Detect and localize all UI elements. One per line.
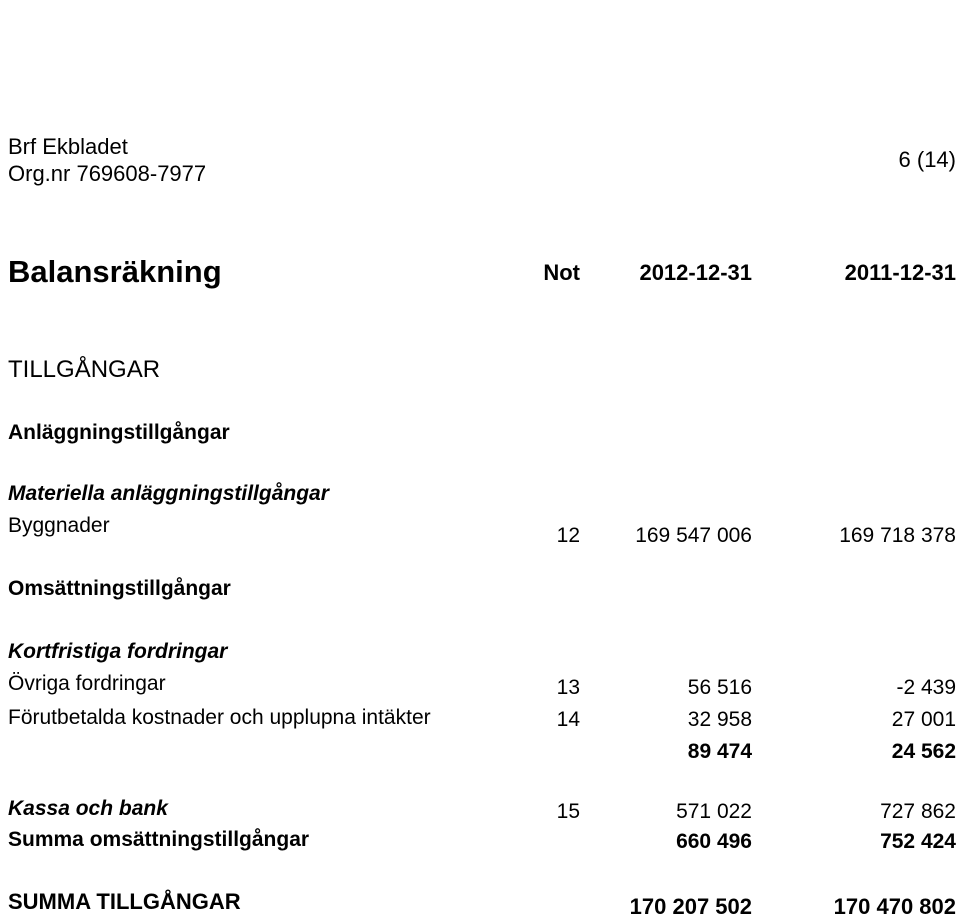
row-note: 13 (556, 676, 580, 699)
column-header-2011: 2011-12-31 (844, 260, 956, 285)
section-current-assets: Omsättningstillgångar (8, 577, 231, 600)
row-note: 14 (556, 708, 580, 731)
column-header-2012: 2012-12-31 (639, 260, 752, 285)
row-value-2011: 27 001 (891, 708, 956, 731)
row-label: Kassa och bank (8, 797, 168, 820)
page-number: 6 (14) (898, 147, 956, 172)
row-value-2011: 752 424 (880, 830, 956, 853)
subtotal-value-2012: 89 474 (687, 740, 752, 763)
subtotal-value-2011: 24 562 (891, 740, 956, 763)
row-label: SUMMA TILLGÅNGAR (8, 889, 241, 914)
row-value-2012: 571 022 (676, 800, 752, 823)
section-assets: TILLGÅNGAR (8, 356, 161, 383)
row-value-2012: 660 496 (676, 830, 752, 853)
row-value-2011: 727 862 (880, 800, 956, 823)
company-name: Brf Ekbladet (8, 134, 128, 159)
row-value-2012: 169 547 006 (635, 524, 752, 547)
column-header-note: Not (543, 260, 580, 285)
row-label: Övriga fordringar (8, 672, 166, 695)
row-label: Byggnader (8, 514, 110, 537)
section-fixed-assets: Anläggningstillgångar (8, 421, 230, 444)
row-label: Summa omsättningstillgångar (8, 828, 310, 851)
row-label: Förutbetalda kostnader och upplupna intäkter (8, 706, 431, 729)
page-title: Balansräkning (8, 254, 222, 289)
org-number: Org.nr 769608-7977 (8, 161, 207, 186)
row-note: 15 (556, 800, 580, 823)
row-value-2011: 169 718 378 (839, 524, 956, 547)
row-value-2012: 32 958 (687, 708, 752, 731)
row-note: 12 (556, 524, 580, 547)
row-value-2011: -2 439 (896, 676, 956, 699)
section-tangible-fixed-assets: Materiella anläggningstillgångar (8, 482, 329, 505)
row-value-2011: 170 470 802 (833, 894, 956, 919)
section-short-term-receivables: Kortfristiga fordringar (8, 640, 228, 663)
row-value-2012: 56 516 (687, 676, 752, 699)
row-value-2012: 170 207 502 (629, 894, 752, 919)
